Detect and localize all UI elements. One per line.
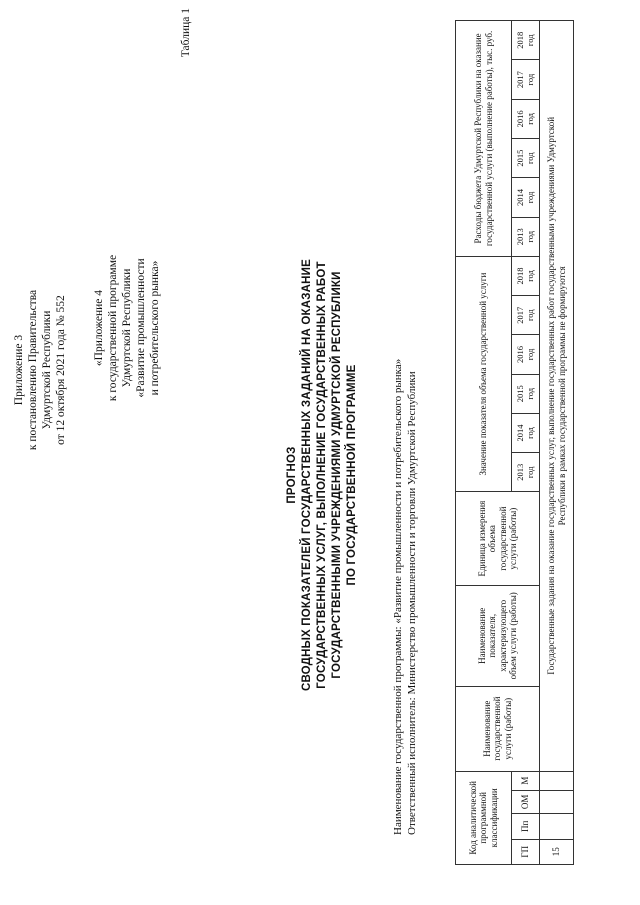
table-row [540, 21, 574, 865]
header-expenses: Расходы бюджета Удмуртской Республики на оказание государственной услуги (выполнение работы), тыс. руб. [456, 21, 512, 257]
title-line: ГОСУДАРСТВЕННЫХ УСЛУГ, ВЫПОЛНЕНИЕ ГОСУДАРСТВЕННЫХ РАБОТ [316, 261, 328, 689]
volume-year-2017: 2017 год [512, 296, 540, 335]
code-col-gp: ГП [512, 839, 540, 864]
header-volume: Значение показателя объема государственной услуги [456, 256, 512, 492]
header-indicator-name: Наименование показателя, характеризующего объем услуги (работы) [456, 585, 540, 686]
volume-year-2016: 2016 год [512, 335, 540, 374]
expense-year-2016: 2016 год [512, 99, 540, 138]
expense-year-2015: 2015 год [512, 139, 540, 178]
annex-4-line: к государственной программе [107, 254, 119, 402]
code-col-pp: Пп [512, 814, 540, 839]
responsible-executor: Ответственный исполнитель: Министерство промышленности и торговли Удмуртской Республики [406, 371, 418, 835]
annex-3-line: Удмуртской Республики [41, 310, 53, 430]
table-label: Таблица 1 [180, 8, 192, 58]
code-col-m: М [512, 771, 540, 790]
expense-year-2013: 2013 год [512, 217, 540, 256]
program-name: Наименование государственной программы: «Развитие промышленности и потребительского рынка» [392, 358, 404, 835]
forecast-table [455, 20, 574, 865]
annex-4-line: Удмуртской Республики [121, 268, 133, 388]
code-col-om: ОМ [512, 790, 540, 813]
expense-year-2018: 2018 год [512, 21, 540, 61]
header-code: Код аналитической программной классификации [456, 771, 512, 864]
title-line: ГОСУДАРСТВЕННЫМИ УЧРЕЖДЕНИЯМИ УДМУРТСКОЙ РЕСПУБЛИКИ [331, 271, 343, 679]
annex-4-line: и потребительского рынка» [149, 260, 161, 396]
header-unit: Единица измерения объема государственной услуги (работы) [456, 492, 540, 585]
row-empty-cell [540, 790, 574, 813]
volume-year-2014: 2014 год [512, 413, 540, 452]
volume-year-2013: 2013 год [512, 453, 540, 492]
title-line: ПО ГОСУДАРСТВЕННОЙ ПРОГРАММЕ [346, 364, 358, 586]
row-empty-cell [540, 771, 574, 790]
annex-3-line: к постановлению Правительства [27, 289, 39, 451]
row-note-line-2: Республики в рамках государственной программы не формируются [556, 266, 567, 526]
row-note-line-1: Государственные задания на оказание государственных услуг, выполнение государственных работ государственными учреждениями Удмуртской [545, 116, 556, 675]
title-line: СВОДНЫХ ПОКАЗАТЕЛЕЙ ГОСУДАРСТВЕННЫХ ЗАДАНИЙ НА ОКАЗАНИЕ [301, 258, 313, 692]
annex-3-line: Приложение 3 [13, 334, 25, 406]
header-service-name: Наименование государственной услуги (работы) [456, 686, 540, 771]
volume-year-2018: 2018 год [512, 256, 540, 295]
annex-3-line: от 12 октября 2021 года № 552 [55, 295, 67, 445]
expense-year-2014: 2014 год [512, 178, 540, 217]
annex-3-block [12, 210, 68, 530]
row-note [540, 21, 574, 772]
annex-4-line: «Приложение 4 [93, 289, 105, 367]
row-empty-cell [540, 814, 574, 839]
document-title [285, 155, 360, 795]
annex-4-line: «Развитие промышленности [135, 258, 147, 398]
row-gp-code: 15 [540, 839, 574, 864]
expense-year-2017: 2017 год [512, 60, 540, 99]
title-line: ПРОГНОЗ [286, 446, 298, 504]
annex-4-block [92, 168, 162, 488]
volume-year-2015: 2015 год [512, 374, 540, 413]
